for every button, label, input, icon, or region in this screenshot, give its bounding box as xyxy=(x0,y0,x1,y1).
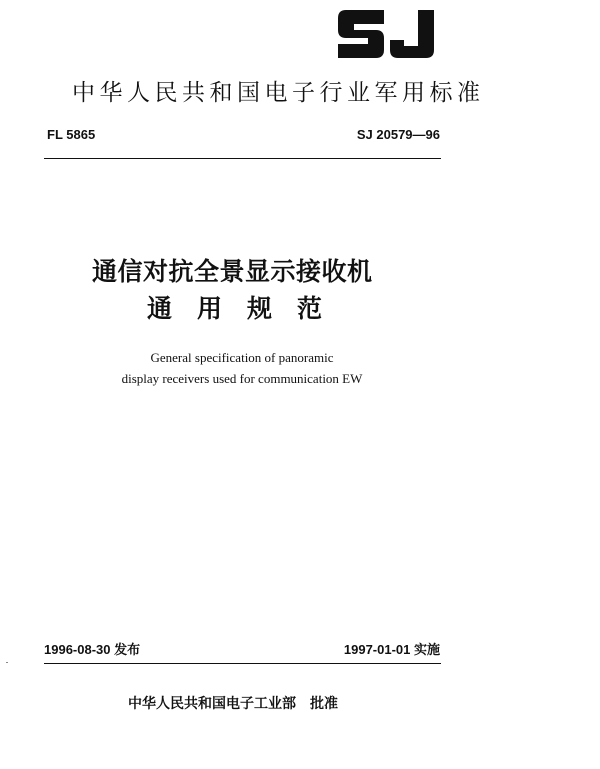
standard-number: SJ 20579—96 xyxy=(356,127,440,142)
document-title-chinese: 通信对抗全景显示接收机 xyxy=(92,257,373,286)
scan-speck xyxy=(6,662,8,663)
approval-line xyxy=(128,693,338,713)
document-title-english-line1: General specification of panoramic xyxy=(150,350,334,365)
approving-authority: 中华人民共和国电子工业部 xyxy=(128,696,296,712)
header-divider xyxy=(44,158,441,159)
issue-date: 1996-08-30 发布 xyxy=(44,642,141,657)
effective-date: 1997-01-01 实施 xyxy=(343,642,440,657)
footer-divider xyxy=(44,663,441,664)
issuing-organization-title: 中华人民共和国电子行业军用标准 xyxy=(72,80,485,106)
document-title-english-line2: display receivers used for communication EW xyxy=(121,371,363,386)
classification-code: FL 5865 xyxy=(47,127,96,142)
approval-word: 批准 xyxy=(310,696,338,712)
sj-logo xyxy=(334,4,438,64)
document-subtitle-chinese: 通用规范 xyxy=(147,294,348,323)
